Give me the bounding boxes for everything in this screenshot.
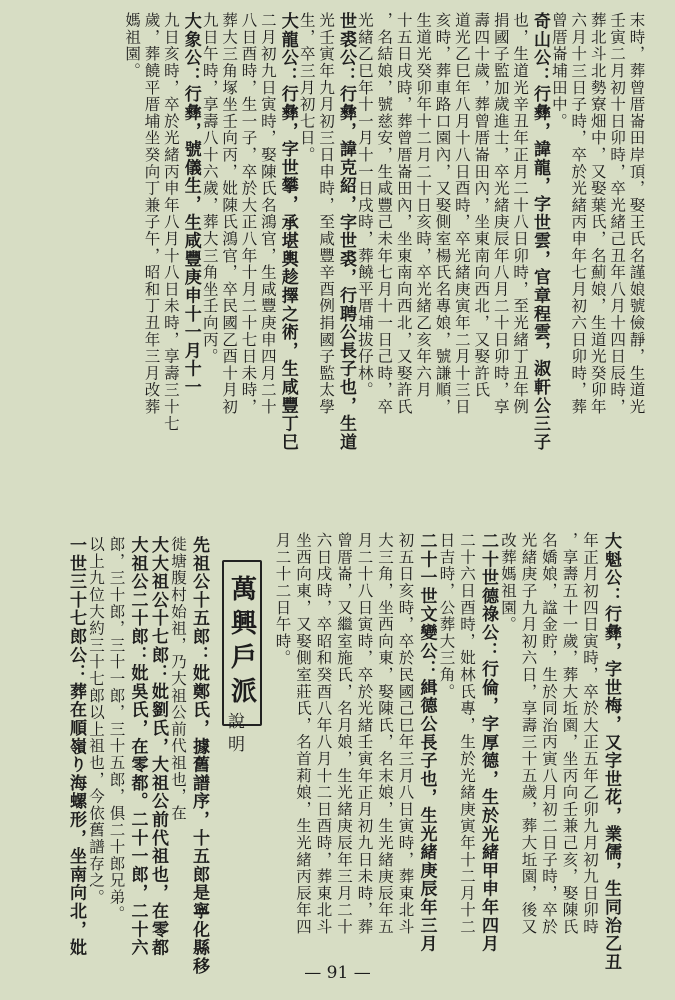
- text-column: 壬寅二月初十日卯時，卒光緒己丑年八月十四日辰時，: [608, 12, 627, 416]
- text-column: 二十一世文變公：緝德公長子也，生光緒庚辰年三月: [416, 532, 437, 953]
- text-column: 坐西向東，又娶側室莊氏，名首莉娘，生光緒丙辰年四: [294, 532, 312, 936]
- text-column: 二十世德祿公：行倫，字厚德，生於光緒甲申年四月: [478, 532, 498, 953]
- text-column: 葬大三角塚坐壬向丙，妣陳氏鴻官，卒民國乙酉十月初: [220, 12, 239, 416]
- text-column: 光緒庚子九月初六日，享壽三十五歲，葬大坵園，後又: [519, 532, 538, 936]
- text-column: 六月十三日子時，卒於光緒丙申年七月初六日卯時，葬: [569, 12, 588, 416]
- text-column: 初五日亥時，卒於民國己巳年三月八日寅時，葬東北斗: [396, 532, 415, 936]
- text-column: ，享壽五十一歲，葬大坵園，坐丙向壬兼己亥，娶陳氏: [560, 532, 579, 936]
- text-column: 曾厝崙，又繼室施氏，名月娘，生光緒庚辰年三月二十: [335, 532, 353, 936]
- text-column: 也，生道光辛丑年正月二十八日卯時，至光緒丁丑年例: [511, 12, 530, 416]
- text-column: 大象公：行彝，號儀生，生咸豐庚申十一月十一: [180, 12, 201, 397]
- text-column: 末時，葬曾厝崙田岸頂，娶王氏名謹娘號儉靜，生道光: [627, 12, 646, 416]
- text-column: 徙塘腹村始祖，乃大祖公前代祖也，在: [169, 536, 187, 822]
- text-column: 曾厝崙埔田中。: [549, 12, 568, 130]
- text-column: 大龍公：行彝，字世攀，承堪輿趁擇之術，生咸豐丁巳: [277, 12, 298, 452]
- text-column: 月二十二日午時。: [273, 532, 292, 667]
- section-title-box: 萬興戶派: [222, 560, 262, 726]
- text-column: 葬北斗北勢寮畑中，又娶葉氏，名薊娘，生道光癸卯年: [588, 12, 607, 416]
- text-column: 大祖公二十郎：妣吳氏，在零都。二十一郎，二十六: [127, 536, 148, 957]
- section-note: 說明: [224, 712, 244, 758]
- text-column: 八日酉時，生一子，卒於大正八年十月二十七日未時，: [239, 12, 258, 416]
- text-column: 二月初九日寅時，娶陳氏名鴻官，生咸豐庚申四月二十: [258, 12, 277, 416]
- text-column: 九日亥時，卒於光緒丙申年八月十八日未時，享壽三十七: [161, 12, 180, 432]
- text-column: 先祖公十五郎：妣鄭氏，據舊譜序，十五郎是寧化縣移: [189, 536, 209, 976]
- text-column: ，名結娘，號慈安，生咸豐己未年七月十一日己時，卒: [375, 12, 394, 416]
- text-column: 光緒乙巳年十一月十一日戌時，葬饒平厝埔拔仔林。: [355, 12, 374, 399]
- text-column: 歲，葬饒平厝埔坐癸向丁兼子午，昭和丁丑年三月改葬: [142, 12, 161, 416]
- text-column: 改葬媽祖園。: [499, 532, 517, 633]
- text-column: 以上九位大約三十七郎以上祖也，今依舊譜存之。: [87, 536, 105, 906]
- text-column: 道光乙巳年八月十八日酉時，卒光緒庚寅年二月十三日: [452, 12, 471, 416]
- text-column: 月二十八日寅時，卒於光緒壬寅年正月初九日未時，葬: [355, 532, 374, 936]
- text-column: 日吉時，公葬大三角。: [437, 532, 456, 700]
- text-column: 六日戌時，卒昭和癸酉八年八月十二日酉時，葬東北斗: [314, 532, 333, 936]
- text-column: 光壬寅年九月初三日申時，至咸豐辛酉例捐國子監太學: [317, 12, 336, 416]
- text-column: 年正月初四日寅時，卒於大正五年乙卯九月初九日卯時: [581, 532, 599, 936]
- text-column: 大魁公：行彝，字世梅，又字世花，業儒，生同治乙丑: [601, 532, 621, 972]
- text-column: 大大祖公十七郎：妣劉氏，大祖公前代祖也，在零都: [148, 536, 168, 957]
- text-column: 大三角，坐西向東，娶陳氏，名末娘，生光緒庚辰年五: [376, 532, 394, 936]
- text-column: 生道光癸卯年十二月二十日亥時，卒光緒乙亥年六月: [414, 12, 433, 399]
- text-column: 捐國子監加歲進士，卒光緒庚辰年八月二十日卯時，享: [491, 12, 510, 416]
- text-column: 媽祖園。: [123, 12, 142, 80]
- text-column: 郎，三十郎，三十一郎，三十五郎，俱二十郎兄弟。: [107, 536, 126, 923]
- text-column: 九日午時，享壽八十六歲，葬大三角坐壬向丙。: [200, 12, 219, 365]
- text-column: 一世三十七郎公：葬在順嶺り海螺形，坐南向北，妣: [66, 536, 86, 957]
- page-number: — 91 —: [304, 963, 371, 983]
- text-column: 世裘公：行彝，諱克紹，字世裘，行聘公長子也，生道: [336, 12, 356, 452]
- text-column: 壽四十歲，葬曾厝崙田內，坐東南向西北，又娶許氏: [472, 12, 491, 399]
- text-column: 名嬌娘，諡金貯，生於同治丙寅八月初二日子時，卒於: [540, 532, 558, 936]
- text-column: 奇山公：行彝，諱龍，字世雲，官章程雲，淑軒公三子: [530, 12, 550, 452]
- text-column: 二十六日酉時，妣林氏專，生於光緒庚寅年十二月十二: [458, 532, 476, 936]
- text-column: 亥時，葬車路口園內，又娶側室楊氏名專娘，號謙順，: [433, 12, 452, 416]
- text-column: 生，卒三月初七日。: [297, 12, 316, 164]
- text-column: 十五日戌時，葬曾厝崙田內，坐東南向西北，又娶許氏: [394, 12, 413, 416]
